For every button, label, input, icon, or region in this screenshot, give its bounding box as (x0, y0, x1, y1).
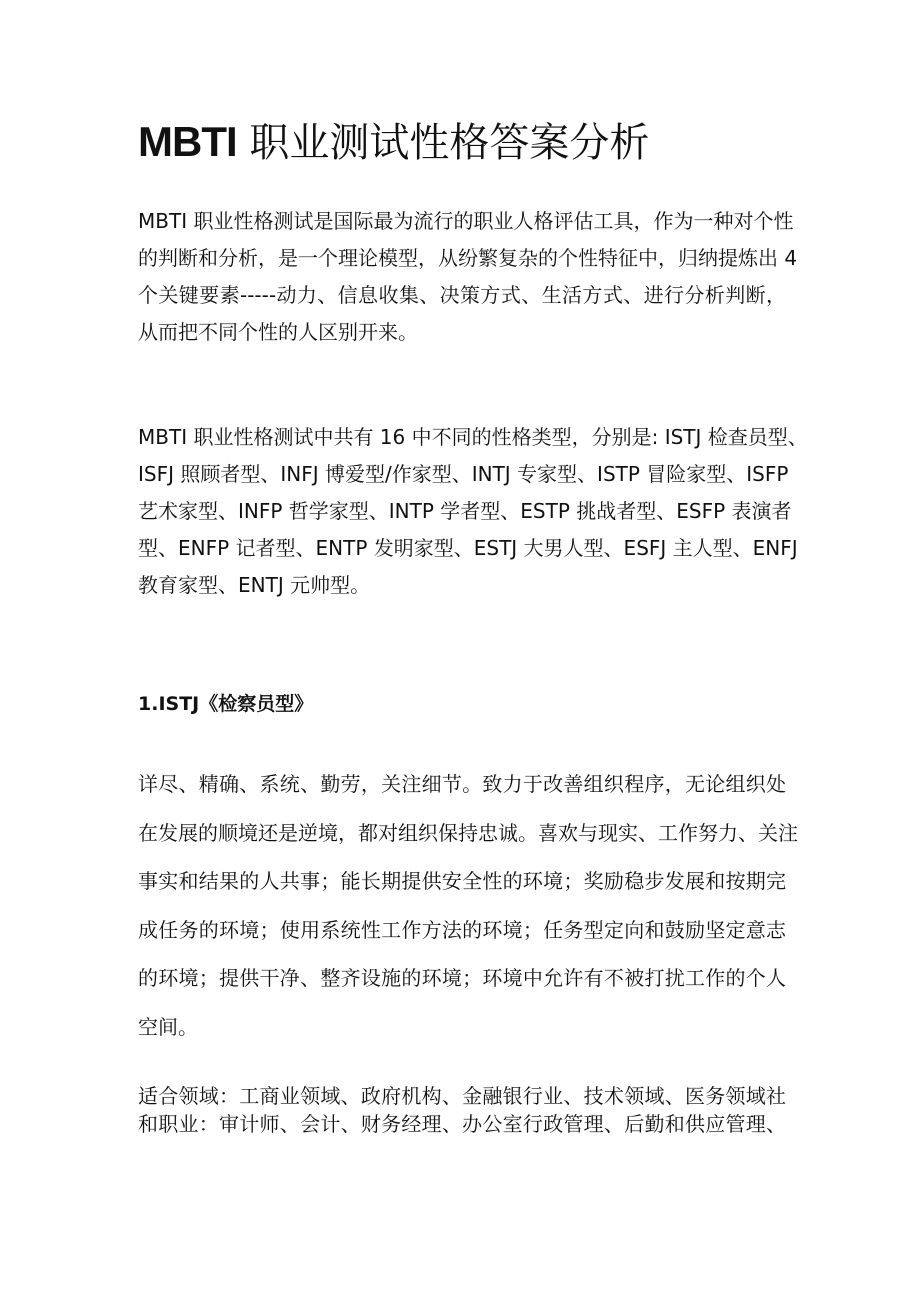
types-line: 艺术家型、INFP 哲学家型、INTP 学者型、ESTP 挑战者型、ESFP 表演者 (138, 499, 792, 523)
description-line: 成任务的环境；使用系统性工作方法的环境；任务型定向和鼓励坚定意志 (138, 917, 786, 942)
fields-line: 适合领域：工商业领域、政府机构、金融银行业、技术领域、医务领域社 (138, 1084, 786, 1108)
page-title (138, 112, 798, 173)
istj-description-paragraph (138, 760, 798, 1051)
fields-line: 和职业：审计师、会计、财务经理、办公室行政管理、后勤和供应管理、 (138, 1112, 786, 1136)
suitable-fields-paragraph (138, 1082, 786, 1138)
description-line: 空间。 (138, 1014, 198, 1039)
description-line: 事实和结果的人共事；能长期提供安全性的环境；奖励稳步发展和按期完 (138, 869, 786, 893)
description-line: 的环境；提供干净、整齐设施的环境；环境中允许有不被打扰工作的个人 (138, 966, 786, 990)
intro-line: 个关键要素-----动力、信息收集、决策方式、生活方式、进行分析判断， (138, 283, 786, 307)
intro-line: 的判断和分析，是一个理论模型，从纷繁复杂的个性特征中，归纳提炼出 4 (138, 246, 798, 270)
types-line: 教育家型、ENTJ 元帅型。 (138, 573, 371, 597)
types-line: MBTI 职业性格测试中共有 16 中不同的性格类型，分别是: ISTJ 检查员型、 (138, 425, 808, 449)
description-line: 在发展的顺境还是逆境，都对组织保持忠诚。喜欢与现实、工作努力、关注 (138, 820, 798, 845)
types-line: ISFJ 照顾者型、INFJ 博爱型/作家型、INTJ 专家型、ISTP 冒险家型、ISFP (138, 462, 789, 486)
description-line: 详尽、精确、系统、勤劳，关注细节。致力于改善组织程序，无论组织处 (138, 772, 786, 796)
intro-paragraph (138, 203, 798, 351)
intro-line: MBTI 职业性格测试是国际最为流行的职业人格评估工具，作为一种对个性 (138, 209, 794, 233)
types-paragraph (138, 419, 808, 604)
intro-line: 从而把不同个性的人区别开来。 (138, 320, 418, 344)
types-line: 型、ENFP 记者型、ENTP 发明家型、ESTJ 大男人型、ESFJ 主人型、ENFJ (138, 536, 798, 560)
title-cjk: 职业测试性格答案分析 (236, 120, 650, 166)
title-latin: MBTI (138, 118, 237, 165)
section-heading-istj: 1.ISTJ《检察员型》 (138, 693, 314, 715)
